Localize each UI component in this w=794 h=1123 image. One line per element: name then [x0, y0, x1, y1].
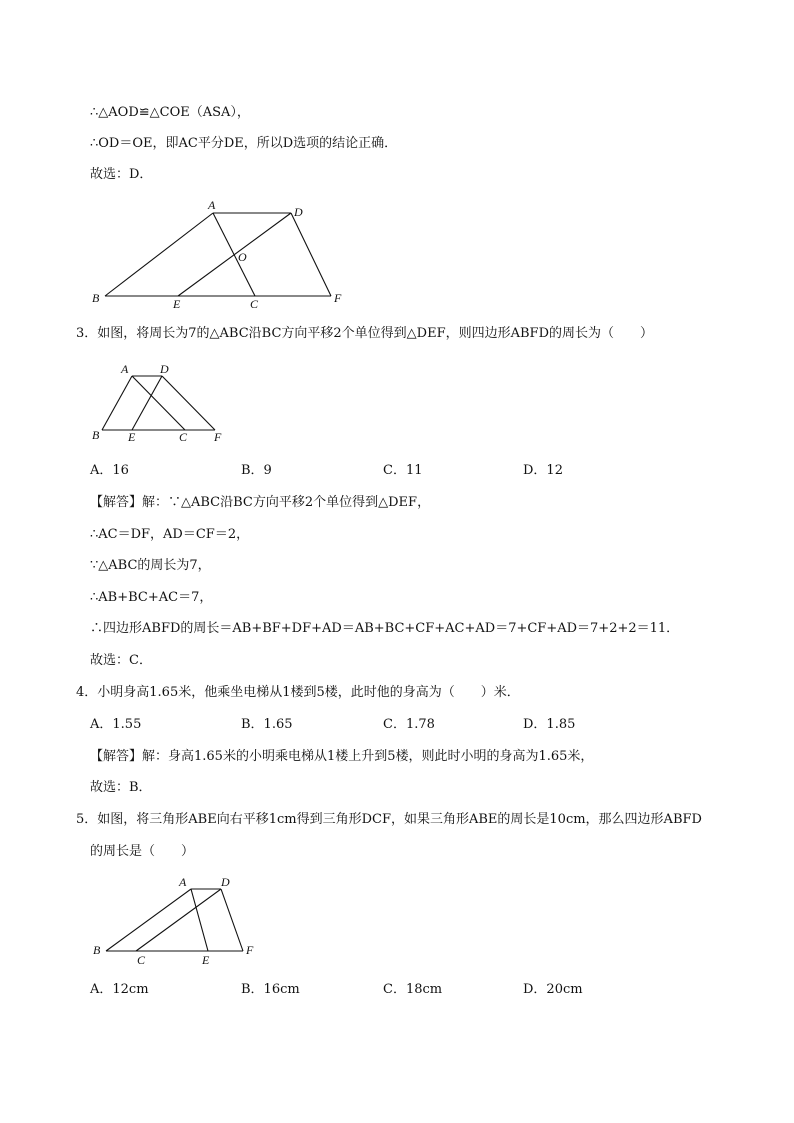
solution-line: ∴OD＝OE，即AC平分DE，所以D选项的结论正确．	[90, 136, 398, 151]
solution-line: ∴AC＝DF，AD＝CF＝2，	[90, 527, 250, 542]
question-4-text: 4．小明身高1.65米，他乘坐电梯从1楼到5楼，此时他的身高为（ ）米．	[76, 685, 520, 700]
label-e: E	[173, 297, 181, 311]
label-a: A	[121, 362, 129, 376]
label-c: C	[179, 430, 188, 444]
question-5-text: 的周长是（ ）	[90, 844, 195, 859]
figure-parallelogram-aod	[88, 196, 358, 311]
solution-line: 【解答】解：∵△ABC沿BC方向平移2个单位得到△DEF，	[90, 495, 431, 510]
solution-line: ∴四边形ABFD的周长＝AB+BF+DF+AD＝AB+BC+CF+AC+AD＝7+CF+AD＝7+2+2＝11．	[90, 621, 680, 636]
option-c: C．18cm	[383, 982, 443, 997]
option-a: A．12cm	[90, 982, 149, 997]
question-5-text: 5．如图，将三角形ABE向右平移1cm得到三角形DCF，如果三角形ABE的周长是10cm，那么四边形ABFD	[76, 812, 702, 827]
answer-line: 故选：D．	[90, 167, 153, 182]
label-b: B	[92, 291, 100, 305]
label-e: E	[128, 430, 136, 444]
segment-ac	[132, 376, 185, 430]
solution-line: ∵△ABC的周长为7，	[90, 558, 211, 573]
option-a: A．16	[90, 463, 129, 478]
question-3-text: 3．如图，将周长为7的△ABC沿BC方向平移2个单位得到△DEF，则四边形ABFD的周长为（ ）	[76, 326, 653, 341]
label-a: A	[179, 875, 187, 889]
segment-ed	[178, 213, 291, 296]
label-b: B	[92, 428, 100, 442]
segment-ae	[191, 889, 208, 951]
segment-df	[221, 889, 243, 951]
label-o: O	[238, 250, 247, 264]
label-d: D	[221, 875, 230, 889]
label-e: E	[202, 953, 210, 967]
solution-line: ∴△AOD≌△COE（ASA），	[90, 105, 250, 120]
option-b: B．16cm	[241, 982, 300, 997]
answer-line: 故选：C．	[90, 653, 152, 668]
label-a: A	[208, 198, 216, 212]
label-d: D	[160, 362, 169, 376]
label-b: B	[93, 943, 101, 957]
label-f: F	[246, 943, 254, 957]
option-b: B．1.65	[241, 717, 293, 732]
option-c: C．11	[383, 463, 423, 478]
segment-ba	[105, 213, 213, 296]
option-d: D．1.85	[523, 717, 576, 732]
label-c: C	[250, 297, 259, 311]
segment-ba	[102, 376, 132, 430]
figure-q5	[88, 870, 268, 970]
segment-ed	[132, 376, 162, 430]
segment-df	[162, 376, 215, 430]
option-a: A．1.55	[90, 717, 142, 732]
solution-line: 【解答】解：身高1.65米的小明乘电梯从1楼上升到5楼，则此时小明的身高为1.65米，	[90, 749, 594, 764]
solution-line: ∴AB+BC+AC＝7，	[90, 590, 213, 605]
answer-line: 故选：B．	[90, 780, 152, 795]
segment-df	[291, 213, 331, 296]
option-d: D．12	[523, 463, 563, 478]
label-f: F	[214, 430, 222, 444]
figure-q3	[88, 360, 238, 445]
label-f: F	[334, 291, 342, 305]
option-d: D．20cm	[523, 982, 583, 997]
label-d: D	[294, 205, 303, 219]
option-c: C．1.78	[383, 717, 435, 732]
label-c: C	[137, 953, 146, 967]
option-b: B．9	[241, 463, 272, 478]
